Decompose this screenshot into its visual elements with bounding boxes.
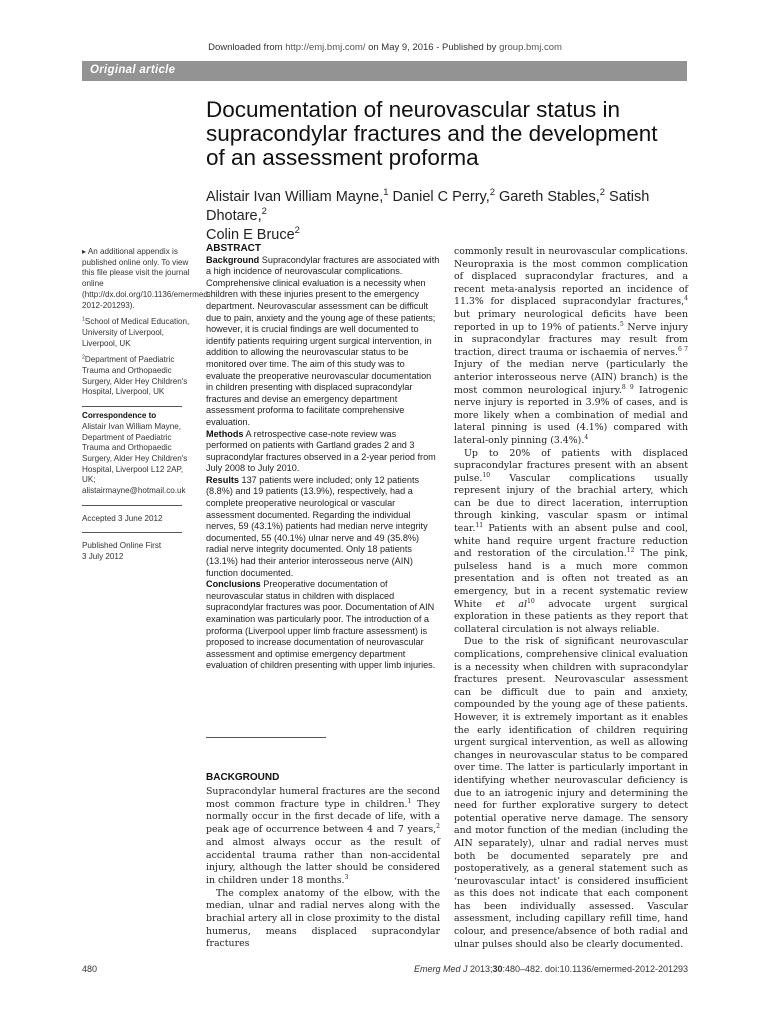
published-date: Published Online First 3 July 2012: [82, 541, 162, 562]
author: Alistair Ivan William Mayne,: [206, 189, 384, 205]
correspondence-heading: Correspondence to: [82, 411, 157, 421]
article-sidebar: [82, 247, 211, 569]
download-notice: Downloaded from http://emj.bmj.com/ on May 9, 2016 - Published by group.bmj.com: [208, 42, 562, 53]
accepted-date: Accepted 3 June 2012: [82, 513, 163, 523]
page-number: 480: [82, 964, 98, 974]
divider: [82, 505, 182, 506]
right-paragraph-1: commonly result in neurovascular complications. Neuropraxia is the most common complication of displaced supracondylar fractures, and a recent meta-analysis reported an incidence of 11.3% for displaced supracondylar fractures,$^4$ but primary neurological deficits have been reported in up to 19% of patients.$^5$ Nerve injury in supracondylar fractures may result from traction, direct trauma or ischaemia of nerves.$^{6 7}$ Injury of the median nerve (particularly the anterior interosseous nerve (AIN) branch) is the most common neurological injury.$^{8 9}$ Iatrogenic nerve injury is reported in 3.9% of cases, and is more likely when a combination of medial and lateral pinning is used (4.1%) compared with lateral-only pinning (3.4%).$^4$: [454, 246, 689, 446]
correspondence: Correspondence to Alistair Ivan William Mayne, Department of Paediatric Trauma and Orthopaedic Surgery, Alder Hey Children's Hospital, Liverpool L12 2AP, UK; alistairmayne@hotmail.co.uk: [82, 411, 188, 496]
affiliation-1: $^1$School of Medical Education, University of Liverpool, Liverpool, UK: [82, 316, 190, 348]
background-body: [206, 786, 440, 951]
abstract-divider: [206, 737, 326, 738]
divider: [82, 406, 182, 407]
article-title: Documentation of neurovascular status in supracondylar fractures and the development of an assessment proforma: [206, 97, 658, 170]
background-paragraph-1: Supracondylar humeral fractures are the second most common fracture type in children.$^1$ They normally occur in the first decade of life, with a peak age of occurrence between 4 and 7 years,$^2$ and almost always occur as the result of accidental trauma rather than non-accidental injury, although the latter should be considered in children under 18 months.$^3$: [206, 786, 440, 886]
author: Gareth Stables,: [495, 189, 600, 205]
abstract-heading: ABSTRACT: [206, 243, 261, 254]
right-paragraph-2: Up to 20% of patients with displaced supracondylar fractures present with an absent pulse.$^{10}$ Vascular complications usually represent injury of the brachial artery, which can be due to direct laceration, interruption through kinking, vascular spasm or intimal tear.$^{11}$ Patients with an absent pulse and cool, white hand require urgent fracture reduction and restoration of the circulation.$^{12}$ The pink, pulseless hand is a much more common presentation and is often not treated as an emergency, but in a recent systematic review White et $al^{10}$ advocate urgent surgical exploration in these patients as they report that collateral circulation is not always reliable.: [454, 447, 689, 635]
journal-url-link[interactable]: http://emj.bmj.com/: [285, 42, 366, 53]
citation-footer: Emerg Med J 2013;30:480–482. doi:10.1136/emermed-2012-201293: [413, 964, 688, 974]
author: Satish Dhotare,: [206, 189, 650, 224]
abstract-conclusions: Conclusions Preoperative documentation of neurovascular status in children with displaced supracondylar fractures was poor. Documentation of AIN examination was particularly poor. The introduction of a proforma (Liverpool upper limb fracture assessment) is proposed to increase documentation of neurovascular assessment and optimise emergency department evaluation of children presenting with upper limb injuries.: [206, 579, 436, 671]
publisher-link[interactable]: group.bmj.com: [499, 42, 562, 53]
article-type-label: Original article: [90, 64, 176, 76]
abstract: [206, 243, 440, 672]
right-paragraph-3: Due to the risk of significant neurovascular complications, comprehensive clinical evaluation is a necessity when children with supracondylar fractures present. Neurovascular assessment can be difficult due to pain and anxiety, compounded by the young age of these patients. However, it is extremely important as it enables the early identification of children requiring urgent surgical intervention, as well as allowing changes in neurovascular status to be compared over time. The latter is particularly important in identifying whether neurovascular deficiency is due to an iatrogenic injury and determining the need for further explorative surgery to detect potential operative nerve damage. The sensory and motor function of the median (including the AIN separately), ulnar and radial nerves must both be documented separately pre and postoperatively, as a general statement such as ‘neurovascular intact’ is considered insufficient as this does not indicate that each component has been individually assessed. Vascular assessment, including capillary refill time, hand colour, and presence/absence of both radial and ulnar pulses should also be clearly documented.: [454, 636, 688, 950]
article-type-banner: [82, 61, 687, 81]
abstract-methods: Methods A retrospective case-note review was performed on patients with Gartland grades 2 and 3 supracondylar fractures observed in a 2-year period from July 2008 to July 2010.: [206, 428, 436, 474]
author-list: Alistair Ivan William Mayne,$^1$ Daniel C Perry,$^2$ Gareth Stables,$^2$ Satish Dhotare,$^2$ Colin E Bruce$^2$: [206, 186, 650, 243]
right-column-body: [454, 246, 688, 951]
author: Daniel C Perry,: [388, 189, 490, 205]
divider: [82, 532, 182, 533]
abstract-results: Results 137 patients were included; only 12 patients (8.8%) and 19 patients (13.9%), respectively, had a complete preoperative neurological or vascular assessment documented. Regarding the individual nerves, 59 (43.1%) patients had median nerve integrity documented, 55 (40.1%) ulnar nerve and 49 (35.8%) radial nerve integrity documented. Only 18 patients (13.1%) had their anterior interosseous nerve (AIN) function documented.: [206, 474, 428, 578]
background-paragraph-2: The complex anatomy of the elbow, with the median, ulnar and radial nerves along with the brachial artery all in close proximity to the distal humerus, means displaced supracondylar fractures: [206, 887, 440, 950]
background-heading: BACKGROUND: [206, 772, 280, 783]
author: Colin E Bruce: [206, 227, 295, 243]
affiliation-2: $^2$Department of Paediatric Trauma and Orthopaedic Surgery, Alder Hey Children's Hospital, Liverpool, UK: [82, 354, 188, 397]
appendix-note: ▸ An additional appendix is published online only. To view this file please visit the journal online (http://dx.doi.org/10.1136/emermed-2012-201293).: [82, 247, 211, 310]
abstract-background: Background Supracondylar fractures are associated with a high incidence of neurovascular complications. Comprehensive clinical evaluation is a necessity when children with these injuries present to the emergency department. Neurovascular assessment can be difficult due to pain, anxiety and the young age of these patients; however, it is crucial findings are well documented to identify patients requiring urgent surgical intervention, in addition to allowing the neurovascular status to be monitored over time. The aim of this study was to evaluate the preoperative neurovascular documentation in children presenting with displaced supracondylar fractures and devise an emergency department assessment proforma to facilitate comprehensive evaluation.: [206, 254, 440, 427]
